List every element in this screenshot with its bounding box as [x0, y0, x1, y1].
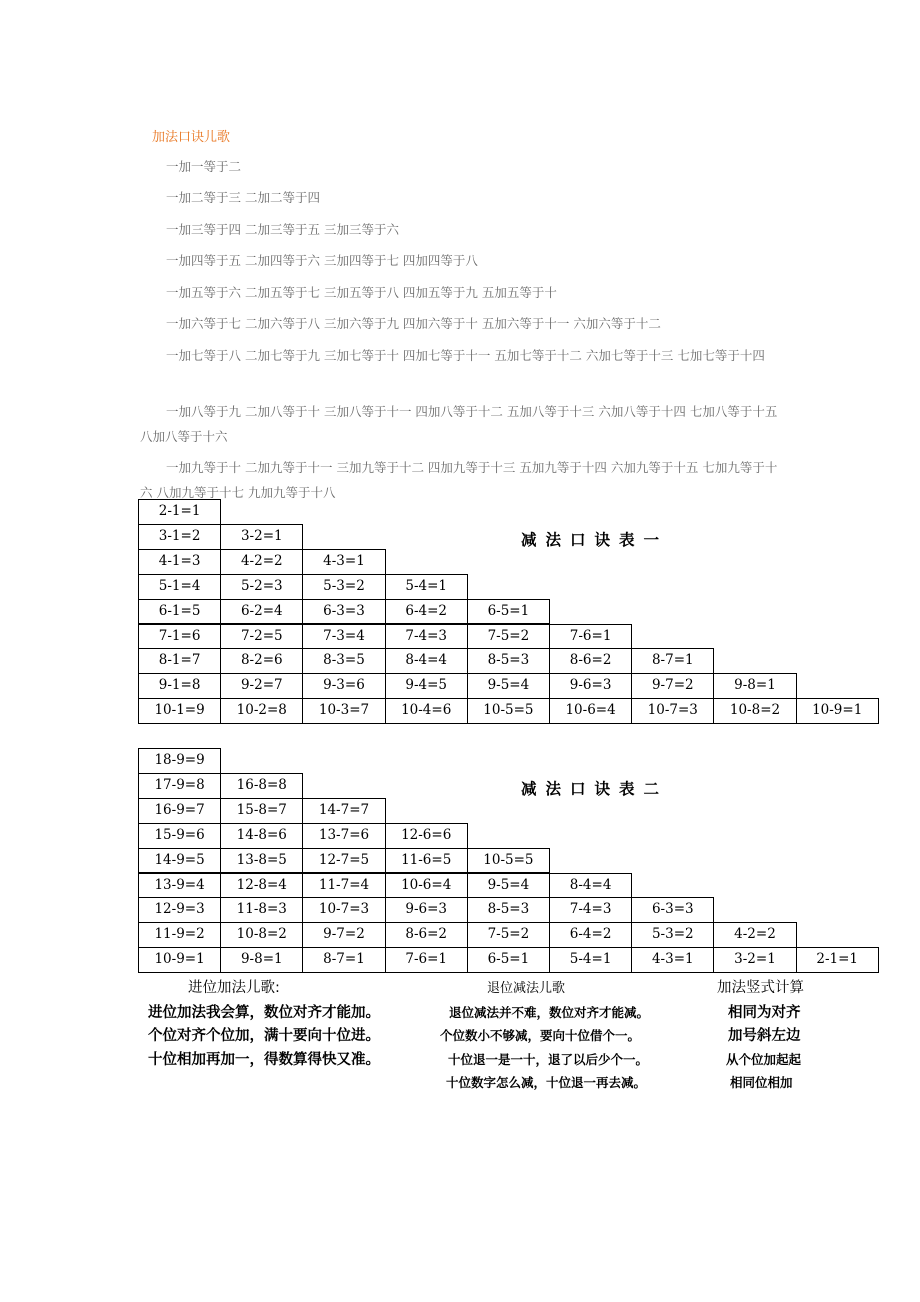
table-cell: 7-2=5 — [220, 624, 303, 650]
table-cell: 12-8=4 — [220, 873, 303, 899]
table-cell: 9-1=8 — [138, 673, 221, 699]
table-cell: 11-6=5 — [385, 848, 468, 874]
table-cell: 6-4=2 — [385, 599, 468, 625]
table-cell: 8-6=2 — [549, 648, 632, 674]
table-cell: 10-8=2 — [713, 698, 796, 724]
carry-song-line: 十位相加再加一，得数算得快又准。 — [148, 1052, 380, 1068]
table-cell: 8-5=3 — [467, 648, 550, 674]
borrow-song-title: 退位减法儿歌 — [487, 981, 566, 996]
table-cell: 10-3=7 — [302, 698, 385, 724]
table-cell: 10-8=2 — [220, 922, 303, 948]
table-cell: 11-7=4 — [302, 873, 385, 899]
table-cell: 8-4=4 — [385, 648, 468, 674]
table-cell: 5-4=1 — [549, 947, 632, 973]
table-cell: 12-6=6 — [385, 823, 468, 849]
table-cell: 8-4=4 — [549, 873, 632, 899]
table-cell: 9-8=1 — [713, 673, 796, 699]
table-cell: 9-5=4 — [467, 873, 550, 899]
table-cell: 5-3=2 — [631, 922, 714, 948]
table-cell: 10-7=3 — [631, 698, 714, 724]
table-cell: 6-3=3 — [631, 897, 714, 923]
table-cell: 15-8=7 — [220, 798, 303, 824]
table-cell: 8-1=7 — [138, 648, 221, 674]
addition-song-line: 一加四等于五 二加四等于六 三加四等于七 四加四等于八 — [166, 253, 478, 268]
table-cell: 12-9=3 — [138, 897, 221, 923]
table-cell: 4-1=3 — [138, 549, 221, 575]
table-cell: 4-3=1 — [302, 549, 385, 575]
table-cell: 7-4=3 — [385, 624, 468, 650]
table-cell: 7-3=4 — [302, 624, 385, 650]
table-cell: 3-1=2 — [138, 524, 221, 550]
table-cell: 9-6=3 — [385, 897, 468, 923]
table-cell: 10-1=9 — [138, 698, 221, 724]
table-cell: 16-8=8 — [220, 773, 303, 799]
table-cell: 9-7=2 — [302, 922, 385, 948]
addition-song-line: 一加三等于四 二加三等于五 三加三等于六 — [166, 222, 399, 237]
table-cell: 9-8=1 — [220, 947, 303, 973]
table-cell: 6-3=3 — [302, 599, 385, 625]
vertical-calc-line: 加号斜左边 — [728, 1028, 801, 1044]
table-cell: 6-4=2 — [549, 922, 632, 948]
table-cell: 10-5=5 — [467, 848, 550, 874]
table-cell: 2-1=1 — [796, 947, 879, 973]
table-cell: 4-3=1 — [631, 947, 714, 973]
table-cell: 13-7=6 — [302, 823, 385, 849]
table-cell: 11-8=3 — [220, 897, 303, 923]
table-cell: 4-2=2 — [713, 922, 796, 948]
table-cell: 11-9=2 — [138, 922, 221, 948]
table-cell: 7-6=1 — [549, 624, 632, 650]
addition-song-line: 一加七等于八 二加七等于九 三加七等于十 四加七等于十一 五加七等于十二 六加七等于十三 七加七等于十四 — [166, 348, 765, 363]
table-cell: 13-8=5 — [220, 848, 303, 874]
table-cell: 18-9=9 — [138, 748, 221, 774]
table-cell: 5-3=2 — [302, 574, 385, 600]
subtraction-table-one-title: 减法口诀表一 — [521, 531, 669, 549]
table-cell: 9-6=3 — [549, 673, 632, 699]
table-cell: 4-2=2 — [220, 549, 303, 575]
borrow-song-line: 个位数小不够减，要向十位借个一。 — [440, 1028, 641, 1043]
addition-song-line: 一加八等于九 二加八等于十 三加八等于十一 四加八等于十二 五加八等于十三 六加八等于十四 七加八等于十五 八加八等于十六 — [140, 404, 778, 444]
table-cell: 5-1=4 — [138, 574, 221, 600]
carry-song-line: 个位对齐个位加，满十要向十位进。 — [148, 1028, 380, 1044]
table-cell: 6-1=5 — [138, 599, 221, 625]
subtraction-table-two-title: 减法口诀表二 — [521, 780, 669, 798]
vertical-calc-line: 相同位相加 — [730, 1075, 793, 1090]
table-cell: 7-1=6 — [138, 624, 221, 650]
table-cell: 14-7=7 — [302, 798, 385, 824]
addition-song-title: 加法口诀儿歌 — [152, 130, 231, 145]
table-cell: 10-2=8 — [220, 698, 303, 724]
table-cell: 9-2=7 — [220, 673, 303, 699]
table-cell: 16-9=7 — [138, 798, 221, 824]
table-cell: 8-6=2 — [385, 922, 468, 948]
table-cell: 10-9=1 — [138, 947, 221, 973]
addition-song-line: 一加二等于三 二加二等于四 — [166, 190, 320, 205]
table-cell: 9-4=5 — [385, 673, 468, 699]
table-cell: 8-5=3 — [467, 897, 550, 923]
borrow-song-line: 十位退一是一十，退了以后少个一。 — [448, 1052, 649, 1067]
borrow-song-line: 退位减法并不难，数位对齐才能减。 — [449, 1005, 650, 1020]
vertical-calc-line: 相同为对齐 — [728, 1005, 801, 1021]
table-cell: 8-7=1 — [631, 648, 714, 674]
table-cell: 9-3=6 — [302, 673, 385, 699]
table-cell: 9-5=4 — [467, 673, 550, 699]
table-cell: 3-2=1 — [713, 947, 796, 973]
table-cell: 13-9=4 — [138, 873, 221, 899]
carry-song-line: 进位加法我会算，数位对齐才能加。 — [148, 1005, 380, 1021]
addition-song-line: 一加五等于六 二加五等于七 三加五等于八 四加五等于九 五加五等于十 — [166, 285, 557, 300]
table-cell: 14-8=6 — [220, 823, 303, 849]
table-cell: 12-7=5 — [302, 848, 385, 874]
table-cell: 10-4=6 — [385, 698, 468, 724]
addition-song-line: 一加九等于十 二加九等于十一 三加九等于十二 四加九等于十三 五加九等于十四 六加九等于十五 七加九等于十六 八加九等于十七 九加九等于十八 — [140, 460, 778, 500]
addition-song-line: 一加一等于二 — [166, 159, 242, 174]
table-cell: 10-6=4 — [549, 698, 632, 724]
table-cell: 8-3=5 — [302, 648, 385, 674]
table-cell: 10-5=5 — [467, 698, 550, 724]
vertical-calc-title: 加法竖式计算 — [717, 980, 804, 996]
table-cell: 7-5=2 — [467, 624, 550, 650]
borrow-song-line: 十位数字怎么减，十位退一再去减。 — [446, 1075, 647, 1090]
table-cell: 14-9=5 — [138, 848, 221, 874]
table-cell: 7-4=3 — [549, 897, 632, 923]
table-cell: 5-2=3 — [220, 574, 303, 600]
table-cell: 8-2=6 — [220, 648, 303, 674]
table-cell: 7-6=1 — [385, 947, 468, 973]
table-cell: 10-9=1 — [796, 698, 879, 724]
vertical-calc-line: 从个位加起起 — [726, 1052, 802, 1067]
table-cell: 8-7=1 — [302, 947, 385, 973]
table-cell: 10-6=4 — [385, 873, 468, 899]
table-cell: 6-5=1 — [467, 947, 550, 973]
addition-song-line: 一加六等于七 二加六等于八 三加六等于九 四加六等于十 五加六等于十一 六加六等于十二 — [166, 316, 661, 331]
table-cell: 15-9=6 — [138, 823, 221, 849]
table-cell: 3-2=1 — [220, 524, 303, 550]
table-cell: 6-2=4 — [220, 599, 303, 625]
table-cell: 9-7=2 — [631, 673, 714, 699]
table-cell: 17-9=8 — [138, 773, 221, 799]
table-cell: 2-1=1 — [138, 499, 221, 525]
table-cell: 5-4=1 — [385, 574, 468, 600]
carry-song-title: 进位加法儿歌: — [188, 980, 280, 996]
table-cell: 10-7=3 — [302, 897, 385, 923]
table-cell: 6-5=1 — [467, 599, 550, 625]
table-cell: 7-5=2 — [467, 922, 550, 948]
